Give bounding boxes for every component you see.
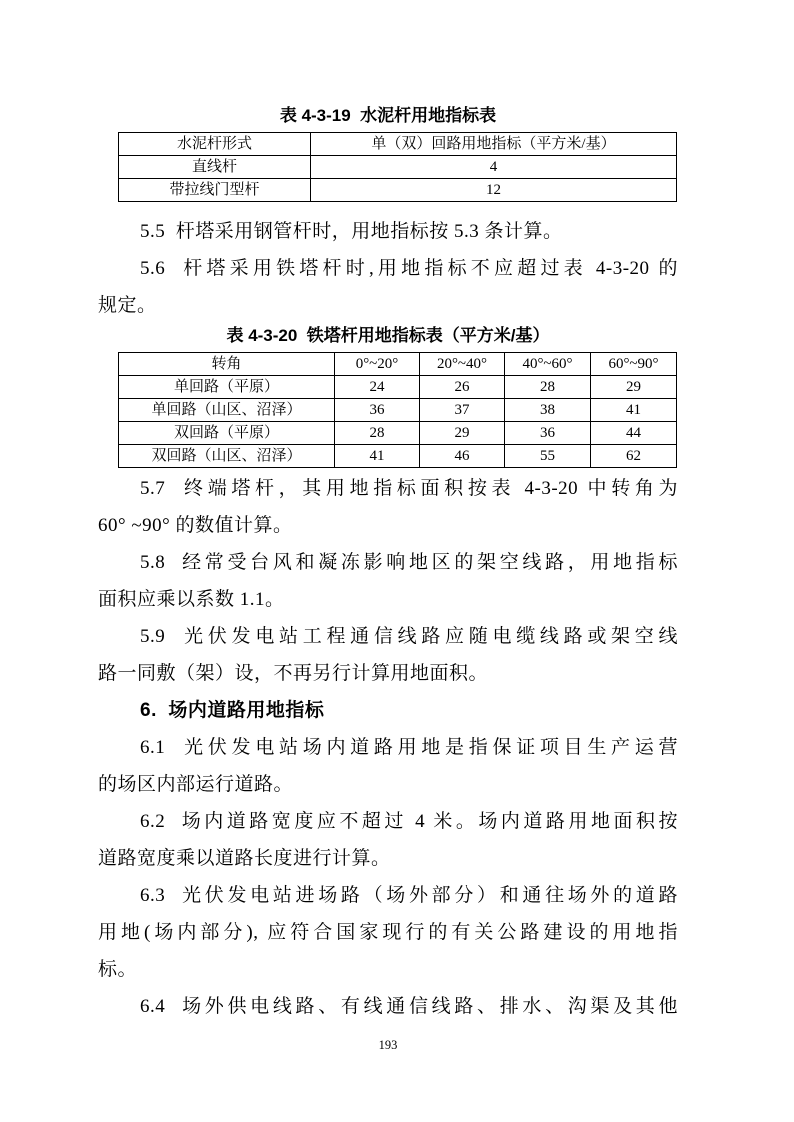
table-4-3-19 xyxy=(118,132,677,202)
table-header-row xyxy=(119,353,677,376)
table-cell: 38 xyxy=(505,399,591,422)
table-cell: 双回路（平原） xyxy=(119,422,335,445)
table-cell: 41 xyxy=(335,445,420,468)
paragraph-6-1-line-1: 6.1 光伏发电站场内道路用地是指保证项目生产运营 xyxy=(140,737,678,758)
table-row xyxy=(119,376,677,399)
paragraph-6-2-line-2: 道路宽度乘以道路长度进行计算。 xyxy=(98,848,391,869)
table-cell: 44 xyxy=(591,422,677,445)
paragraph-5-9-line-2: 路一同敷（架）设，不再另行计算用地面积。 xyxy=(98,663,489,684)
paragraph-5-8 xyxy=(98,544,678,618)
column-header: 0°~20° xyxy=(335,353,420,376)
table-cell: 36 xyxy=(335,399,420,422)
page-number: 193 xyxy=(378,1038,398,1052)
paragraph-5-8-line-2: 面积应乘以系数 1.1。 xyxy=(98,589,285,610)
table-cell: 12 xyxy=(311,179,677,202)
paragraph-5-6-line-1: 5.6 杆塔采用铁塔杆时,用地指标不应超过表 4-3-20 的 xyxy=(140,258,678,279)
table-cell: 29 xyxy=(420,422,505,445)
table-cell: 28 xyxy=(505,376,591,399)
paragraph-5-8-line-1: 5.8 经常受台风和凝冻影响地区的架空线路，用地指标 xyxy=(140,552,678,573)
paragraph-5-7-line-2: 60° ~90° 的数值计算。 xyxy=(98,515,293,536)
table-cell: 62 xyxy=(591,445,677,468)
paragraph-5-9 xyxy=(98,618,678,692)
paragraph-5-7-line-1: 5.7 终端塔杆，其用地指标面积按表 4-3-20 中转角为 xyxy=(140,478,678,499)
paragraph-6-3-line-1: 6.3 光伏发电站进场路（场外部分）和通往场外的道路 xyxy=(140,885,678,906)
table-row xyxy=(119,445,677,468)
paragraph-6-1-line-2: 的场区内部运行道路。 xyxy=(98,774,294,795)
paragraph-5-6-line-2: 规定。 xyxy=(98,295,157,316)
table-row xyxy=(119,179,677,202)
table-cell: 24 xyxy=(335,376,420,399)
column-header: 40°~60° xyxy=(505,353,591,376)
column-header: 转角 xyxy=(119,353,335,376)
table-4-3-20-title: 表 4-3-20 铁塔杆用地指标表（平方米/基） xyxy=(226,326,550,345)
paragraph-6-4-line-1: 6.4 场外供电线路、有线通信线路、排水、沟渠及其他 xyxy=(140,996,678,1017)
table-cell: 46 xyxy=(420,445,505,468)
paragraph-6-2-line-1: 6.2 场内道路宽度应不超过 4 米。场内道路用地面积按 xyxy=(140,811,678,832)
paragraph-5-6 xyxy=(98,250,678,324)
page-content xyxy=(98,0,678,1053)
paragraph-6-2 xyxy=(98,803,678,877)
table-4-3-19-title: 表 4-3-19 水泥杆用地指标表 xyxy=(279,106,497,125)
table-cell: 26 xyxy=(420,376,505,399)
table-header-row xyxy=(119,133,677,156)
column-header: 水泥杆形式 xyxy=(119,133,311,156)
table-cell: 双回路（山区、沼泽） xyxy=(119,445,335,468)
column-header: 60°~90° xyxy=(591,353,677,376)
table-cell: 29 xyxy=(591,376,677,399)
table-cell: 4 xyxy=(311,156,677,179)
table-cell: 带拉线门型杆 xyxy=(119,179,311,202)
table-cell: 36 xyxy=(505,422,591,445)
table-row xyxy=(119,399,677,422)
table-cell: 单回路（平原） xyxy=(119,376,335,399)
table-cell: 单回路（山区、沼泽） xyxy=(119,399,335,422)
paragraph-6-3-line-2: 用地(场内部分), 应符合国家现行的有关公路建设的用地指 xyxy=(98,922,678,943)
paragraph-6-1 xyxy=(98,729,678,803)
paragraph-5-5-line-1: 5.5 杆塔采用钢管杆时，用地指标按 5.3 条计算。 xyxy=(140,221,563,242)
table-cell: 直线杆 xyxy=(119,156,311,179)
table-cell: 37 xyxy=(420,399,505,422)
table-row xyxy=(119,422,677,445)
paragraph-5-7 xyxy=(98,470,678,544)
section-6-heading: 6. 场内道路用地指标 xyxy=(140,700,325,721)
table-cell: 41 xyxy=(591,399,677,422)
column-header: 单（双）回路用地指标（平方米/基） xyxy=(311,133,677,156)
table-cell: 28 xyxy=(335,422,420,445)
paragraph-6-3-line-3: 标。 xyxy=(98,959,138,980)
table-row xyxy=(119,156,677,179)
table-4-3-20 xyxy=(118,352,677,468)
table-cell: 55 xyxy=(505,445,591,468)
column-header: 20°~40° xyxy=(420,353,505,376)
paragraph-6-3 xyxy=(98,877,678,988)
paragraph-5-9-line-1: 5.9 光伏发电站工程通信线路应随电缆线路或架空线 xyxy=(140,626,678,647)
